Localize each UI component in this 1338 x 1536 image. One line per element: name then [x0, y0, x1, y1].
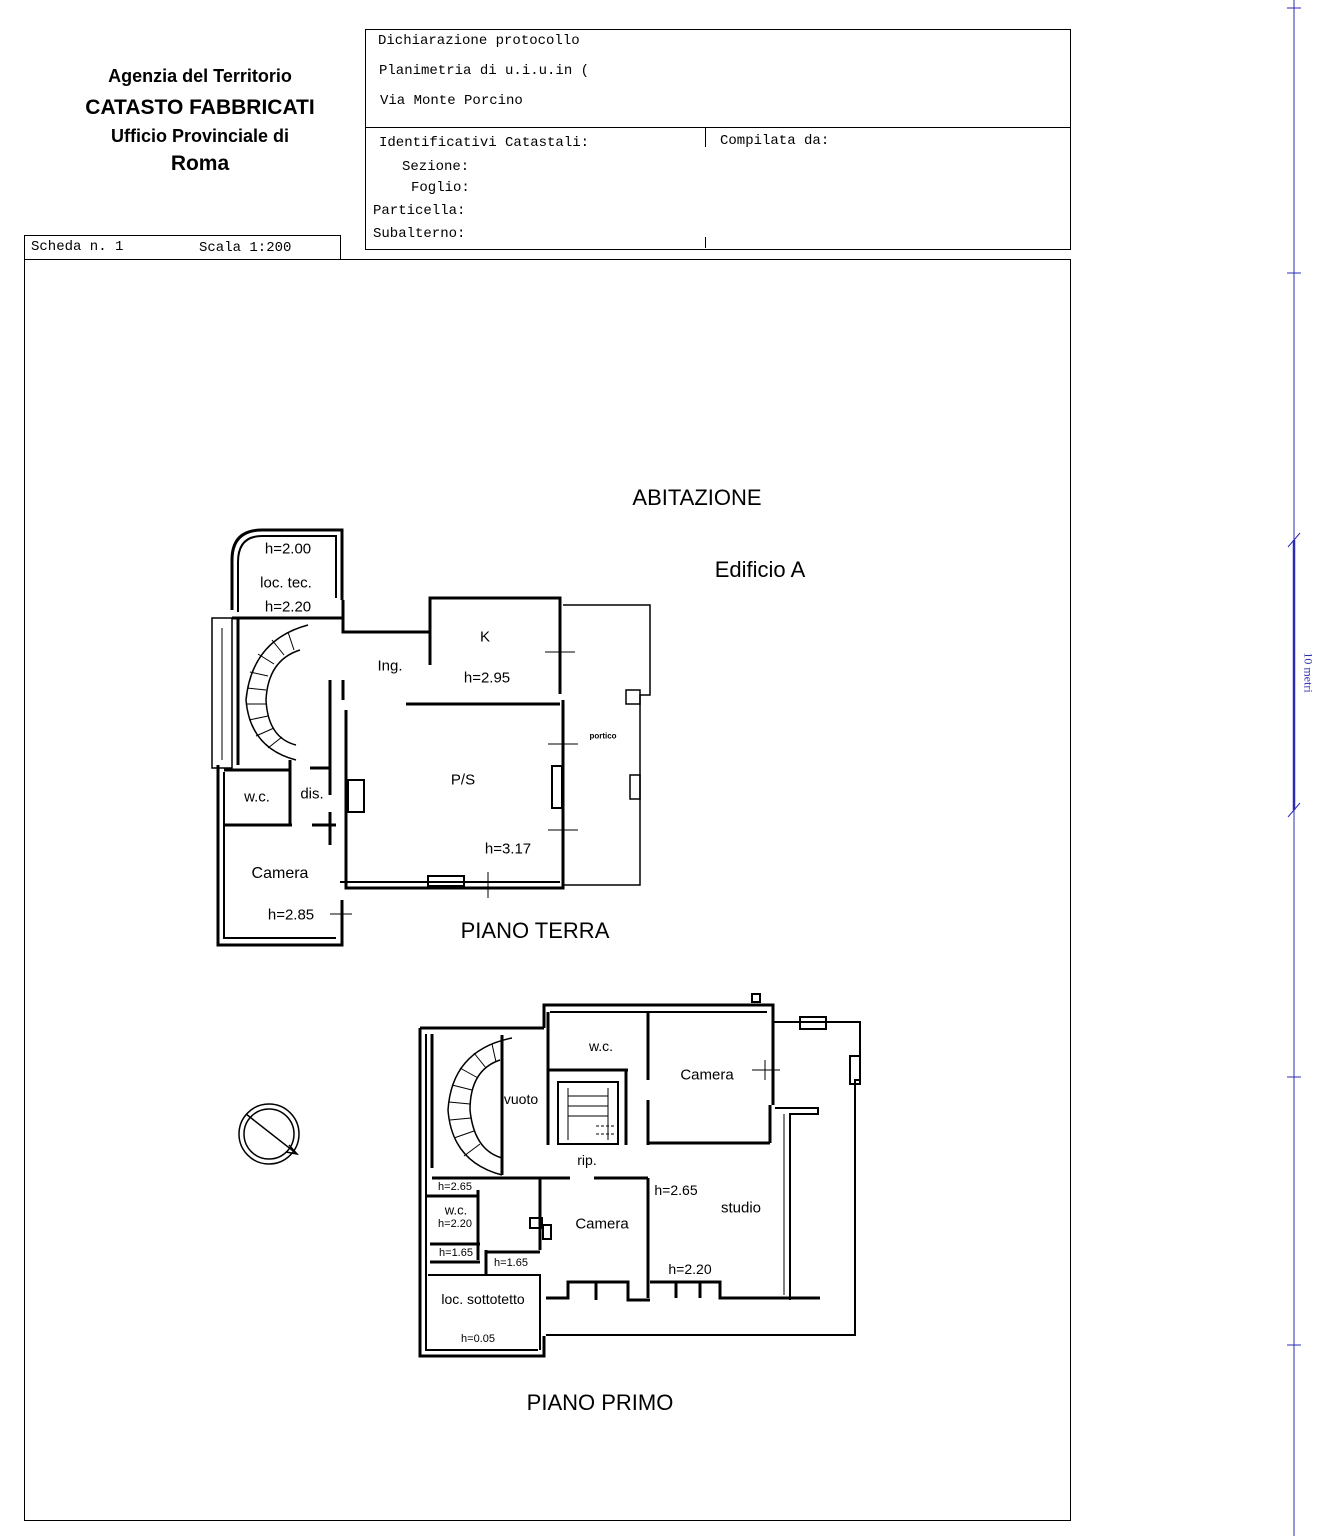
- room-height-label: h=2.20: [668, 1261, 712, 1277]
- planimetria-label: Planimetria di u.i.u.in (: [379, 63, 590, 79]
- sezione-label: Sezione:: [402, 159, 470, 175]
- sheet-scale: Scala 1:200: [199, 240, 292, 256]
- room-height-label: h=0.05: [461, 1333, 495, 1345]
- office-label: Ufficio Provinciale di: [110, 126, 290, 146]
- particella-label: Particella:: [373, 203, 466, 219]
- room-height-label: h=3.17: [484, 840, 532, 858]
- agency-name: Agenzia del Territorio: [108, 66, 292, 86]
- compilata-label: Compilata da:: [720, 133, 830, 149]
- room-label-loc-tec: loc. tec.: [260, 574, 312, 592]
- address-label: Via Monte Porcino: [380, 93, 523, 109]
- room-label-wc-left: w.c.: [444, 1202, 468, 1218]
- scale-bar: [1287, 0, 1301, 1536]
- room-label-camera-top: Camera: [680, 1066, 734, 1084]
- sheet-number: Scheda n. 1: [31, 239, 124, 255]
- building-label: Edificio A: [714, 557, 806, 582]
- room-height-label: h=2.95: [463, 669, 511, 687]
- subalterno-label: Subalterno:: [373, 226, 466, 242]
- plan-title: ABITAZIONE: [632, 485, 762, 510]
- room-height-label: h=2.85: [267, 906, 315, 924]
- office-city: Roma: [170, 152, 230, 175]
- room-label-dis: dis.: [300, 785, 324, 803]
- compass-icon: [239, 1104, 299, 1164]
- room-height-label: h=2.00: [264, 540, 312, 558]
- ground-floor-title: PIANO TERRA: [460, 918, 610, 943]
- room-label-rip: rip.: [577, 1152, 597, 1168]
- room-label-kitchen: K: [479, 628, 491, 646]
- first-floor-title: PIANO PRIMO: [526, 1390, 674, 1415]
- room-label-studio: studio: [720, 1199, 762, 1217]
- room-label-camera-mid: Camera: [575, 1215, 629, 1233]
- identificativi-label: Identificativi Catastali:: [379, 135, 590, 151]
- room-label-vuoto: vuoto: [503, 1091, 539, 1107]
- room-height-label: h=2.65: [654, 1182, 698, 1198]
- room-height-label: h=2.20: [264, 598, 312, 616]
- declaration-label: Dichiarazione protocollo: [378, 33, 580, 49]
- room-label-sottotetto: loc. sottotetto: [441, 1291, 525, 1307]
- room-label-portico: portico: [589, 731, 617, 741]
- catasto-title: CATASTO FABBRICATI: [85, 96, 315, 119]
- room-label-ingresso: Ing.: [377, 657, 403, 675]
- room-height-label: h=2.20: [438, 1218, 472, 1230]
- room-label-wc: w.c.: [244, 788, 270, 806]
- foglio-label: Foglio:: [411, 180, 470, 196]
- room-label-camera: Camera: [251, 865, 309, 882]
- room-label-wc-top: w.c.: [588, 1038, 614, 1054]
- room-label-ps: P/S: [450, 771, 476, 789]
- room-height-label: h=1.65: [439, 1247, 473, 1259]
- scale-bar-label: 10 metri: [1301, 652, 1316, 693]
- room-height-label: h=2.65: [438, 1181, 472, 1193]
- room-height-label: h=1.65: [494, 1257, 528, 1269]
